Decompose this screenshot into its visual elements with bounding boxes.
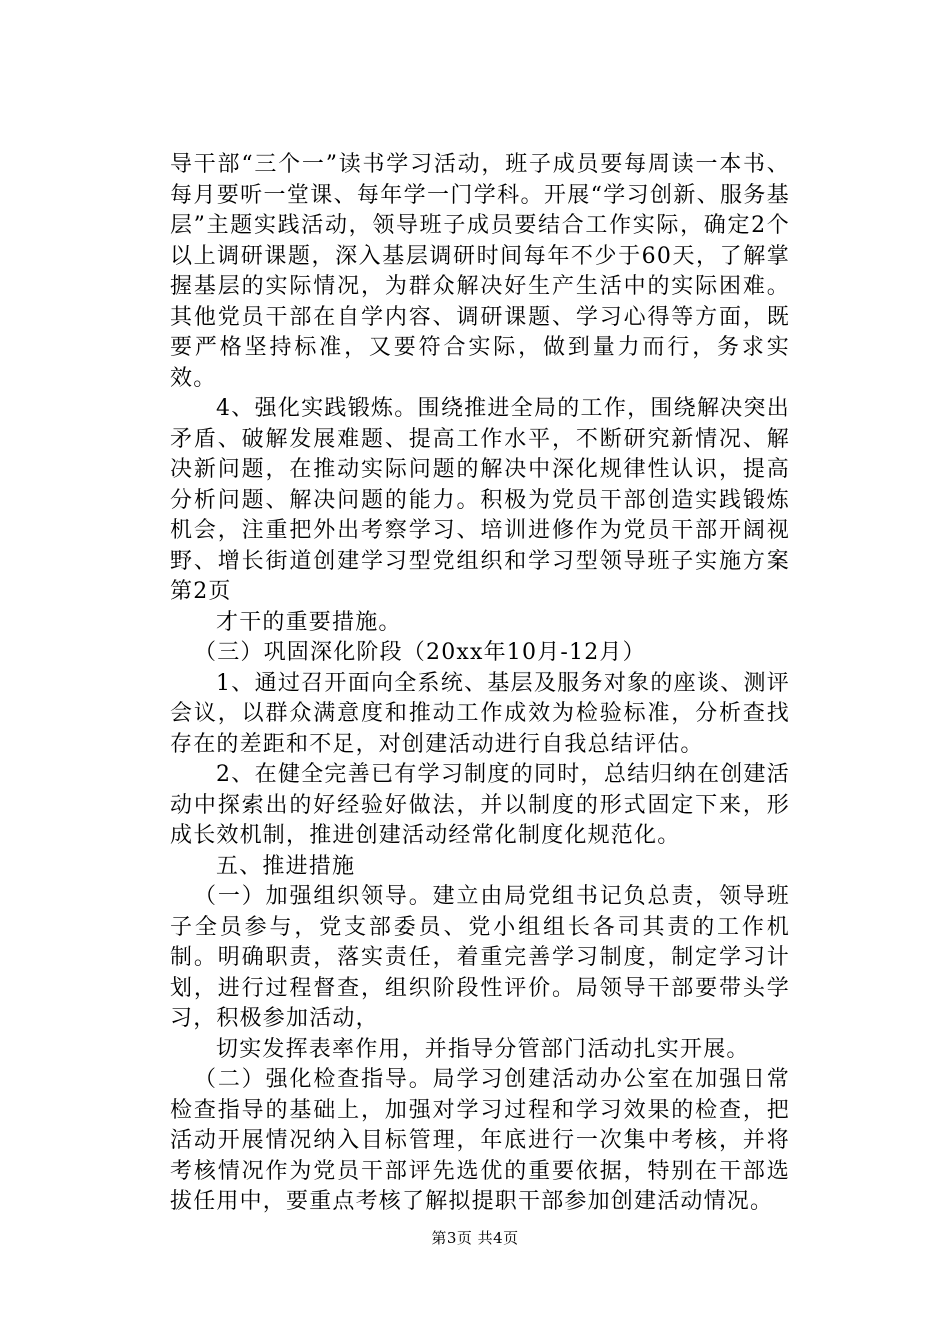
paragraph-exemplary-role: 切实发挥表率作用，并指导分管部门活动扎实开展。 bbox=[216, 1036, 750, 1062]
paragraph-inspection: （二）强化检查指导。局学习创建活动办公室在加强日常检查指导的基础上，加强对学习过程和学习效果的检查，把活动开展情况纳入目标管理，年底进行一次集中考核，并将考核情况作为党员干部评先选优的重要依据，特别在干部选拔任用中，要重点考核了解拟提职干部参加创建活动情况。 bbox=[170, 1067, 790, 1214]
paragraph-continuation: 才干的重要措施。 bbox=[216, 609, 402, 635]
document-body bbox=[170, 150, 790, 1218]
paragraph-reading-activities: 导干部“三个一”读书学习活动，班子成员要每周读一本书、每月要听一堂课、每年学一门学科。开展“学习创新、服务基层”主题实践活动，领导班子成员要结合工作实际，确定2个以上调研课题，深入基层调研时间每年不少于60天，了解掌握基层的实际情况，为群众解决好生产生活中的实际困难。其他党员干部在自学内容、调研课题、学习心得等方面，既要严格坚持标准，又要符合实际，做到量力而行，务求实效。 bbox=[170, 152, 790, 391]
paragraph-evaluation: 1、通过召开面向全系统、基层及服务对象的座谈、测评会议，以群众满意度和推动工作成效为检验标准，分析查找存在的差距和不足，对创建活动进行自我总结评估。 bbox=[170, 670, 790, 757]
section-heading-measures: 五、推进措施 bbox=[216, 853, 356, 879]
paragraph-mechanism: 2、在健全完善已有学习制度的同时，总结归纳在创建活动中探索出的好经验好做法，并以制度的形式固定下来，形成长效机制，推进创建活动经常化制度化规范化。 bbox=[170, 762, 790, 848]
paragraph-leadership: （一）加强组织领导。建立由局党组书记负总责，领导班子全员参与，党支部委员、党小组组长各司其责的工作机制。明确职责，落实责任，着重完善学习制度，制定学习计划，进行过程督查，组织阶段性评价。局领导干部要带头学习，积极参加活动， bbox=[170, 884, 790, 1031]
paragraph-practice-training: 4、强化实践锻炼。围绕推进全局的工作，围绕解决突出矛盾、破解发展难题、提高工作水平，不断研究新情况、解决新问题，在推动实际问题的解决中深化规律性认识，提高分析问题、解决问题的能力。积极为党员干部创造实践锻炼机会，注重把外出考察学习、培训进修作为党员干部开阔视野、增长街道创建学习型党组织和学习型领导班子实施方案第2页 bbox=[170, 396, 790, 604]
page-footer: 第3页 共4页 bbox=[431, 1229, 519, 1247]
section-heading-consolidation: （三）巩固深化阶段（20xx年10月-12月） bbox=[194, 640, 646, 665]
